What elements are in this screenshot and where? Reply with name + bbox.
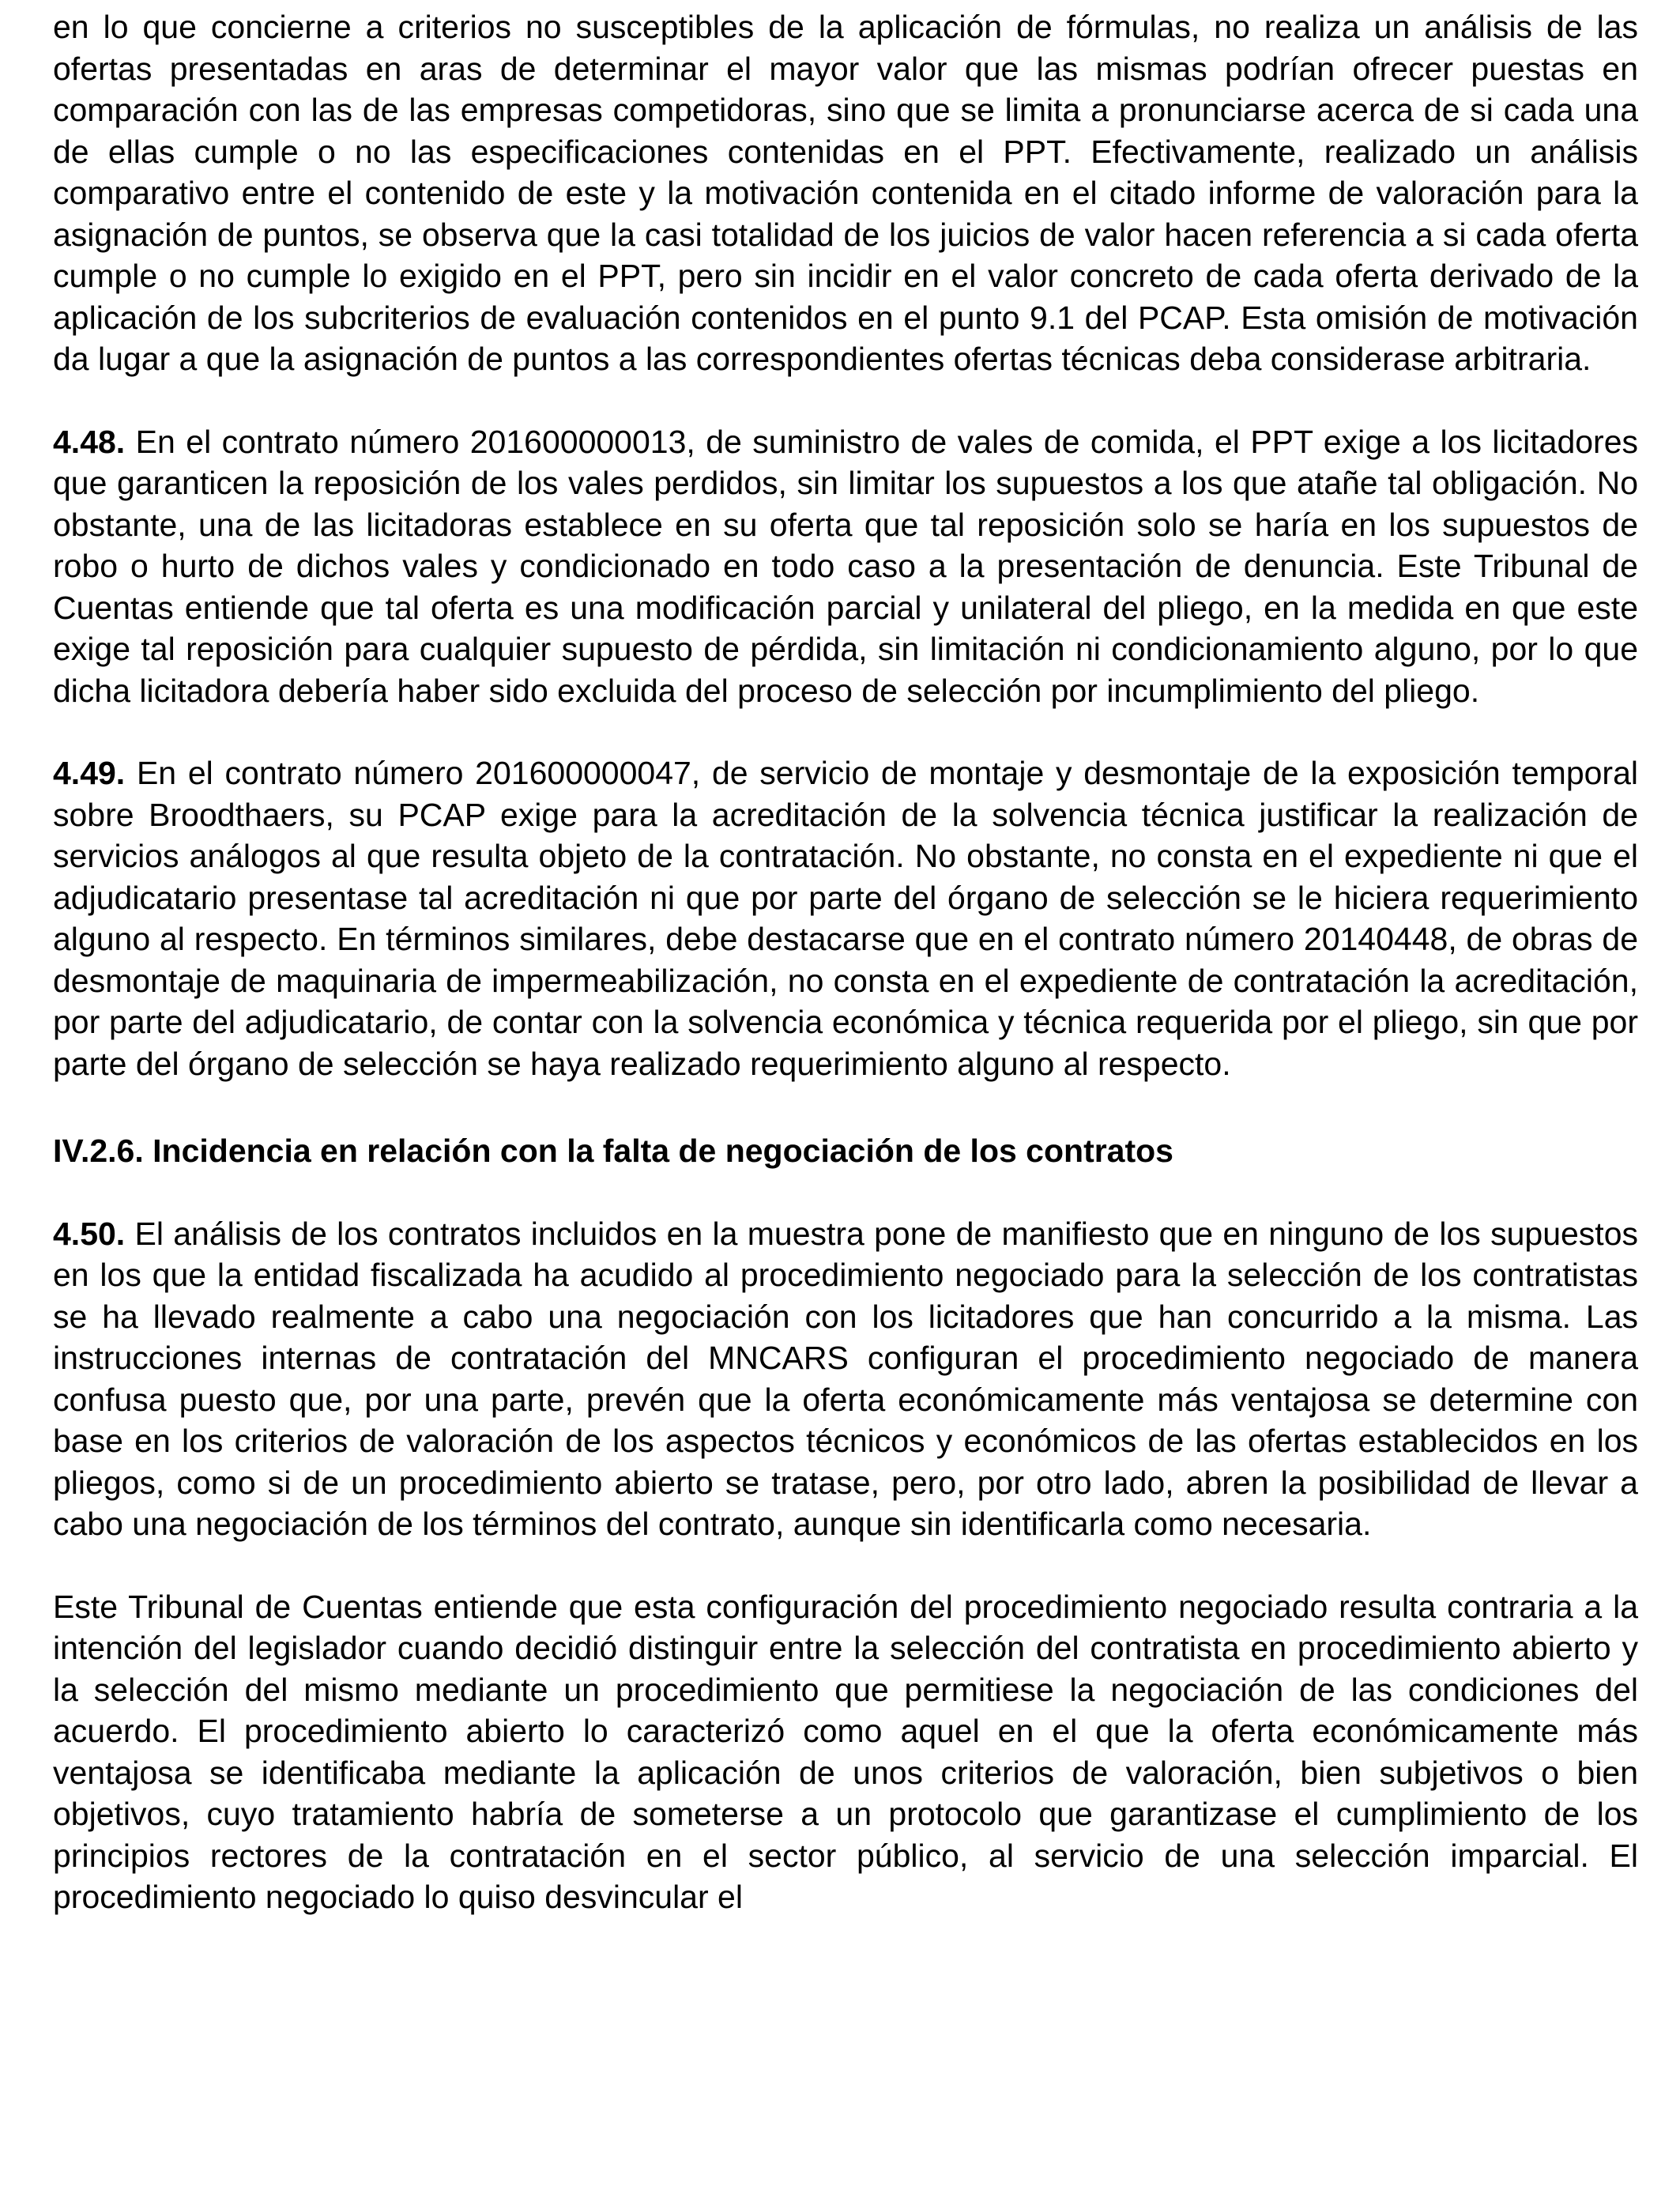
paragraph-4-49 <box>53 752 1638 1084</box>
paragraph-4-50 <box>53 1213 1638 1545</box>
paragraph-number: 4.49. <box>53 755 126 791</box>
paragraph-final <box>53 1586 1638 1918</box>
paragraph-text: Este Tribunal de Cuentas entiende que esta configuración del procedimiento negociado resulta contraria a la intención del legislador cuando decidió distinguir entre la selección del contratista en procedimiento abierto y la selección del mismo mediante un procedimiento que permitiese la negociación de las condiciones del acuerdo. El procedimiento abierto lo caracterizó como aquel en el que la oferta económicamente más ventajosa se identificaba mediante la aplicación de unos criterios de valoración, bien subjetivos o bien objetivos, cuyo tratamiento habría de someterse a un protocolo que garantizase el cumplimiento de los principios rectores de la contratación en el sector público, al servicio de una selección imparcial. El procedimiento negociado lo quiso desvincular el <box>53 1588 1638 1915</box>
paragraph-text: En el contrato número 201600000047, de servicio de montaje y desmontaje de la exposición temporal sobre Broodthaers, su PCAP exige para la acreditación de la solvencia técnica justificar la realización de servicios análogos al que resulta objeto de la contratación. No obstante, no consta en el expediente ni que el adjudicatario presentase tal acreditación ni que por parte del órgano de selección se le hiciera requerimiento alguno al respecto. En términos similares, debe destacarse que en el contrato número 20140448, de obras de desmontaje de maquinaria de impermeabilización, no consta en el expediente de contratación la acreditación, por parte del adjudicatario, de contar con la solvencia económica y técnica requerida por el pliego, sin que por parte del órgano de selección se haya realizado requerimiento alguno al respecto. <box>53 755 1638 1082</box>
paragraph-text: En el contrato número 201600000013, de suministro de vales de comida, el PPT exige a los licitadores que garanticen la reposición de los vales perdidos, sin limitar los supuestos a los que atañe tal obligación. No obstante, una de las licitadoras establece en su oferta que tal reposición solo se haría en los supuestos de robo o hurto de dichos vales y condicionado en todo caso a la presentación de denuncia. Este Tribunal de Cuentas entiende que tal oferta es una modificación parcial y unilateral del pliego, en la medida en que este exige tal reposición para cualquier supuesto de pérdida, sin limitación ni condicionamiento alguno, por lo que dicha licitadora debería haber sido excluida del proceso de selección por incumplimiento del pliego. <box>53 423 1638 709</box>
section-heading: IV.2.6. Incidencia en relación con la falta de negociación de los contratos <box>53 1133 1173 1169</box>
paragraph-4-48 <box>53 421 1638 712</box>
paragraph-text: en lo que concierne a criterios no susceptibles de la aplicación de fórmulas, no realiza un análisis de las ofertas presentadas en aras de determinar el mayor valor que las mismas podrían ofrecer puestas en comparación con las de las empresas competidoras, sino que se limita a pronunciarse acerca de si cada una de ellas cumple o no las especificaciones contenidas en el PPT. Efectivamente, realizado un análisis comparativo entre el contenido de este y la motivación contenida en el citado informe de valoración para la asignación de puntos, se observa que la casi totalidad de los juicios de valor hacen referencia a si cada oferta cumple o no cumple lo exigido en el PPT, pero sin incidir en el valor concreto de cada oferta derivado de la aplicación de los subcriterios de evaluación contenidos en el punto 9.1 del PCAP. Esta omisión de motivación da lugar a que la asignación de puntos a las correspondientes ofertas técnicas deba considerase arbitraria. <box>53 9 1638 377</box>
document-page <box>53 6 1638 1959</box>
paragraph-number: 4.48. <box>53 423 126 460</box>
paragraph-number: 4.50. <box>53 1215 126 1252</box>
paragraph-text: El análisis de los contratos incluidos en la muestra pone de manifiesto que en ninguno de los supuestos en los que la entidad fiscalizada ha acudido al procedimiento negociado para la selección de los contratistas se ha llevado realmente a cabo una negociación con los licitadores que han concurrido a la misma. Las instrucciones internas de contratación del MNCARS configuran el procedimiento negociado de manera confusa puesto que, por una parte, prevén que la oferta económicamente más ventajosa se determine con base en los criterios de valoración de los aspectos técnicos y económicos de las ofertas establecidos en los pliegos, como si de un procedimiento abierto se tratase, pero, por otro lado, abren la posibilidad de llevar a cabo una negociación de los términos del contrato, aunque sin identificarla como necesaria. <box>53 1215 1638 1542</box>
paragraph-continuation <box>53 6 1638 380</box>
